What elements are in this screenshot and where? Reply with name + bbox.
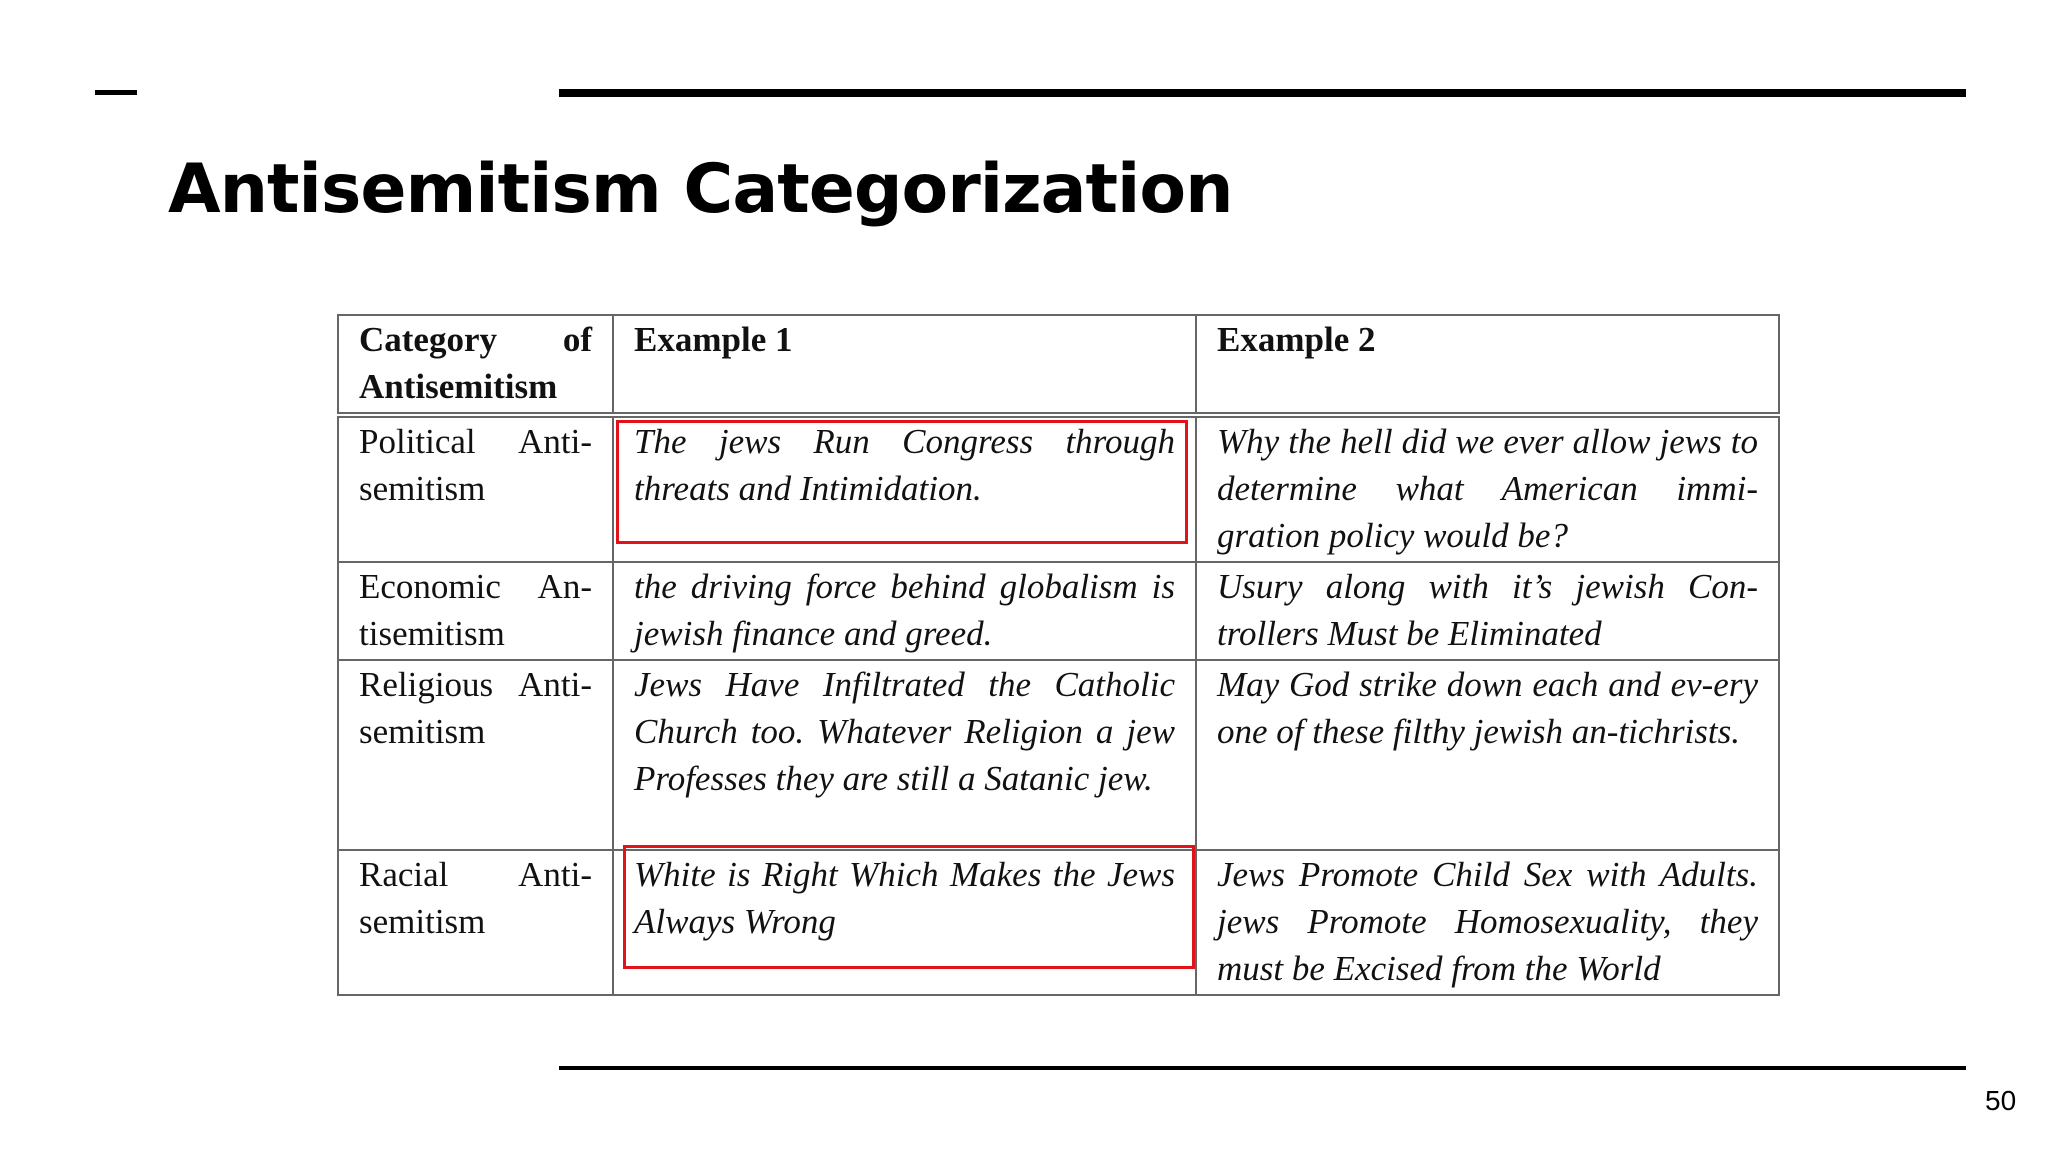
page-number: 50 [1985, 1085, 2017, 1116]
table-row [338, 660, 1779, 850]
example-1-cell: The jews Run Congress through threats and Intimidation. [613, 415, 1196, 562]
example-2-cell: Usury along with it’s jewish Con-trollers Must be Eliminated [1196, 562, 1779, 660]
table-row [338, 415, 1779, 562]
bottom-rule [559, 1066, 1966, 1070]
category-cell: Political Anti-semitism [338, 415, 613, 562]
antisemitism-category-table [337, 314, 1780, 996]
slide-dash-mark [95, 90, 137, 95]
top-rule [559, 89, 1966, 97]
header-example-2: Example 2 [1196, 315, 1779, 415]
table-header-row [338, 315, 1779, 415]
slide-title: Antisemitism Categorization [168, 150, 1233, 229]
example-1-cell: Jews Have Infiltrated the Catholic Church too. Whatever Religion a jew Professes they are still a Satanic jew. [613, 660, 1196, 850]
table-row [338, 850, 1779, 995]
category-cell: Economic An-tisemitism [338, 562, 613, 660]
table-row [338, 562, 1779, 660]
example-2-cell: May God strike down each and ev-ery one of these filthy jewish an-tichrists. [1196, 660, 1779, 850]
example-1-cell: the driving force behind globalism is jewish finance and greed. [613, 562, 1196, 660]
category-cell: Racial Anti-semitism [338, 850, 613, 995]
header-example-1: Example 1 [613, 315, 1196, 415]
header-category: Category of Antisemitism [338, 315, 613, 415]
example-2-cell: Why the hell did we ever allow jews to determine what American immi-gration policy would be? [1196, 415, 1779, 562]
example-2-cell: Jews Promote Child Sex with Adults. jews Promote Homosexuality, they must be Excised from the World [1196, 850, 1779, 995]
category-cell: Religious Anti-semitism [338, 660, 613, 850]
example-1-cell: White is Right Which Makes the Jews Always Wrong [613, 850, 1196, 995]
